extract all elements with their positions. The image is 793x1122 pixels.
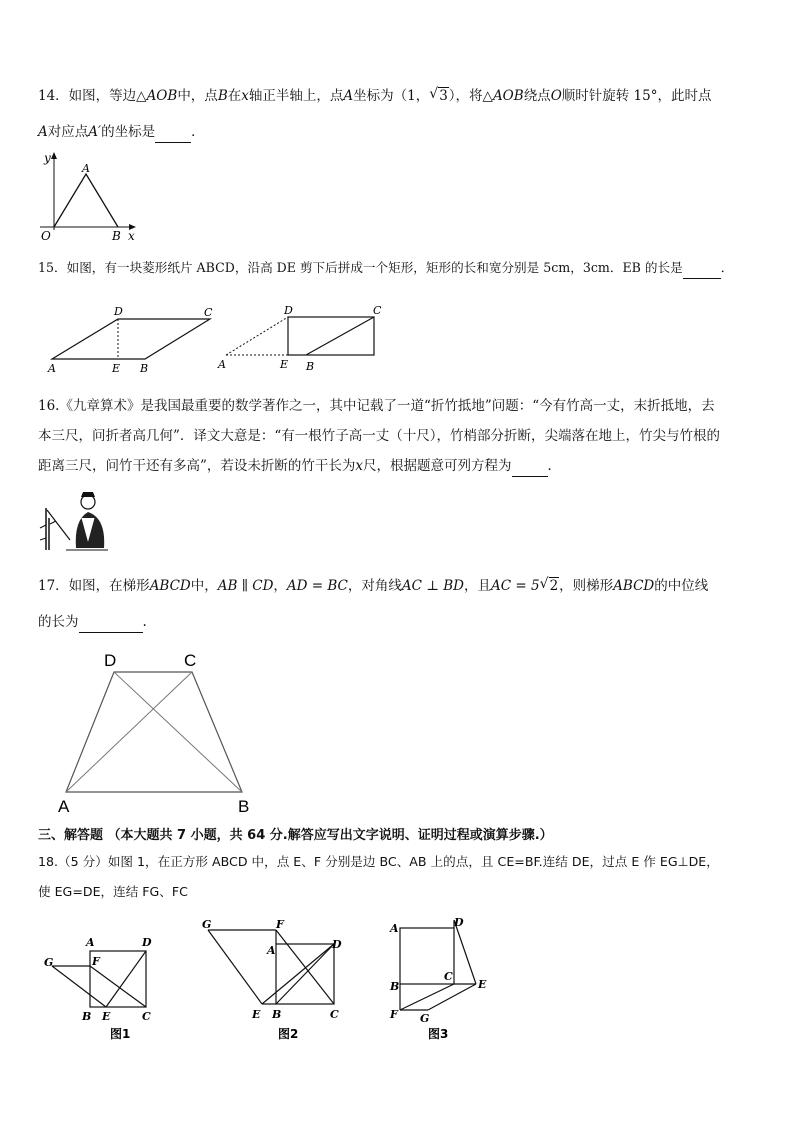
q14-var: B xyxy=(217,88,228,104)
label-b: B xyxy=(238,797,250,816)
label-c: C xyxy=(330,1008,339,1021)
label-x: x xyxy=(128,229,135,243)
label-b: B xyxy=(112,229,121,243)
q16-line1: 16.《九章算术》是我国最重要的数学著作之一，其中记载了一道“折竹抵地”问题：“今有竹高一丈，末折抵地，去 xyxy=(38,398,715,414)
label-d: D xyxy=(104,651,117,670)
rhombus-abcd xyxy=(52,319,210,359)
q16-line2: 本三尺，问折者高几何”．译文大意是：“有一根竹子高一丈（十尺），竹梢部分折断，尖端落在地上，竹尖与竹根的 xyxy=(38,428,721,444)
segment-ge xyxy=(428,984,476,1010)
q14-figure xyxy=(36,150,146,245)
label-a: A xyxy=(58,797,70,816)
q15-text: 15．如图，有一块菱形纸片 ABCD，沿高 DE 剪下后拼成一个矩形，矩形的长和宽分别是 5cm，3cm．EB 的长是 xyxy=(38,260,683,275)
q17-line2 xyxy=(38,612,147,633)
q16-text: 尺，根据题意可列方程为 xyxy=(363,458,512,474)
answer-blank xyxy=(155,122,191,143)
label-y: y xyxy=(44,151,51,165)
label-c: C xyxy=(184,651,197,670)
label-e: E xyxy=(252,1008,261,1021)
segment-bc xyxy=(306,317,374,355)
triangle-aob xyxy=(54,174,118,227)
q14-text: 顺时针旋转 15°，此时点 xyxy=(561,88,712,104)
label-a: A xyxy=(82,162,90,175)
q18-line2: 使 EG=DE，连结 FG、FC xyxy=(38,884,188,899)
q17-var: ABCD xyxy=(613,578,655,594)
label-o: O xyxy=(41,229,51,243)
q17-math: AD = BC xyxy=(286,578,348,594)
q17-text: ，对角线 xyxy=(347,578,402,594)
q14-text: ），将△ xyxy=(448,88,493,104)
figure-caption: 图3 xyxy=(428,1027,449,1041)
q14-var: A xyxy=(38,124,48,140)
segment-de xyxy=(106,951,146,1007)
q14-text: 的坐标是 xyxy=(101,124,156,140)
q17-trapezoid-figure xyxy=(52,646,272,818)
q18-figure-1 xyxy=(40,932,170,1044)
figure-caption: 图2 xyxy=(278,1027,299,1041)
q14-var: O xyxy=(550,88,562,104)
q14-text: 轴正半轴上，点 xyxy=(248,88,344,104)
q14-var: AOB xyxy=(146,88,178,104)
answer-blank xyxy=(683,258,721,279)
label-b: B xyxy=(82,1010,92,1023)
q17-math: AC ⊥ BD xyxy=(401,578,464,594)
q17-text: 17．如图，在梯形 xyxy=(38,578,150,594)
label-d: D xyxy=(454,916,464,929)
q18-figure-2 xyxy=(196,914,356,1044)
q16-text: ． xyxy=(547,458,562,474)
label-b: B xyxy=(306,360,315,373)
label-d: D xyxy=(114,305,123,318)
label-d: D xyxy=(284,304,293,317)
label-c: C xyxy=(204,306,213,319)
q14-var: A xyxy=(343,88,354,104)
segment-fc xyxy=(400,984,454,1010)
q17-text: ，且 xyxy=(464,578,491,594)
q17-var: ABCD xyxy=(149,578,191,594)
label-a: A xyxy=(218,358,226,371)
diagonal-ac xyxy=(66,672,192,792)
q14-var: AOB xyxy=(492,88,524,104)
label-a: A xyxy=(267,944,276,957)
sqrt-symbol: √ 3 xyxy=(429,86,448,104)
y-axis-arrow-icon xyxy=(51,152,57,159)
label-g: G xyxy=(202,918,212,931)
label-e: E xyxy=(478,978,487,991)
q14-text: 对应点 xyxy=(47,124,89,140)
q17-text: ，则梯形 xyxy=(559,578,614,594)
trapezoid-abcd xyxy=(66,672,242,792)
q14-text: 在 xyxy=(227,88,242,104)
q17-text: ， xyxy=(273,578,287,594)
label-e: E xyxy=(102,1010,111,1023)
q14-line2 xyxy=(38,122,205,143)
q14-text: ． xyxy=(191,124,205,140)
bamboo-illustration-image xyxy=(36,488,116,554)
q17-math: AB ∥ CD xyxy=(217,578,274,594)
q17-text: . xyxy=(142,614,147,630)
q16-line3 xyxy=(38,456,561,477)
q15-line xyxy=(38,258,733,279)
label-b: B xyxy=(390,980,400,993)
sqrt-radicand: 3 xyxy=(439,88,448,104)
label-d: D xyxy=(142,936,152,949)
label-a: A xyxy=(48,362,56,375)
label-c: C xyxy=(142,1010,151,1023)
segment-fc xyxy=(276,930,334,1004)
q14-text: 中，点 xyxy=(177,88,218,104)
dashed-ad xyxy=(226,317,288,355)
q17-line1 xyxy=(38,576,708,596)
answer-blank xyxy=(79,612,143,633)
segment-ge xyxy=(208,930,262,1004)
label-c: C xyxy=(373,304,382,317)
q14-var: A′ xyxy=(88,124,102,140)
q18-figure-3 xyxy=(384,912,504,1044)
q16-var: x xyxy=(355,458,364,474)
sqrt-radicand: 2 xyxy=(549,578,559,594)
label-c: C xyxy=(444,970,453,983)
figure-caption: 图1 xyxy=(110,1027,131,1041)
label-g: G xyxy=(420,1012,430,1025)
scholar-head-icon xyxy=(81,495,95,509)
q17-math: AC = 5 xyxy=(491,578,540,594)
q15-text: ． xyxy=(720,260,734,275)
label-g: G xyxy=(44,956,54,969)
label-f: F xyxy=(390,1008,398,1021)
bamboo-broken-icon xyxy=(47,510,70,540)
label-a: A xyxy=(390,922,399,935)
q14-text: 坐标为（1， xyxy=(353,88,430,104)
bamboo-leaves-icon xyxy=(40,521,56,540)
answer-blank xyxy=(512,456,548,477)
scholar-hat-icon xyxy=(81,492,95,497)
label-b: B xyxy=(272,1008,282,1021)
q17-text: 的长为 xyxy=(38,614,79,630)
label-f: F xyxy=(92,955,100,968)
q14-text: 绕点 xyxy=(523,88,551,104)
q18-line1: 18.（5 分）如图 1，在正方形 ABCD 中，点 E、F 分别是边 BC、AB 上的点，且 CE=BF.连结 DE，过点 E 作 EG⊥DE， xyxy=(38,854,719,869)
q15-figure xyxy=(40,300,400,380)
q17-text: 的中位线 xyxy=(654,578,709,594)
q16-text: 距离三尺，问竹干还有多高”，若设未折断的竹干长为 xyxy=(38,458,356,474)
q14-var: x xyxy=(241,88,249,104)
label-b: B xyxy=(140,362,149,375)
section-heading: 三、解答题 （本大题共 7 小题，共 64 分.解答应写出文字说明、证明过程或演算步骤.） xyxy=(38,828,553,843)
label-d: D xyxy=(332,938,342,951)
segment-de xyxy=(454,920,476,984)
sqrt-symbol: √ 2 xyxy=(539,576,559,594)
diagonal-bd xyxy=(114,672,242,792)
label-a: A xyxy=(86,936,95,949)
q17-text: 中， xyxy=(190,578,218,594)
diagonal-bd xyxy=(276,944,334,1004)
q14-text: 14．如图，等边△ xyxy=(38,88,147,104)
label-e: E xyxy=(280,358,289,371)
rectangle xyxy=(288,317,374,355)
q14-line1 xyxy=(38,86,712,106)
label-f: F xyxy=(276,918,284,931)
label-e: E xyxy=(112,362,121,375)
